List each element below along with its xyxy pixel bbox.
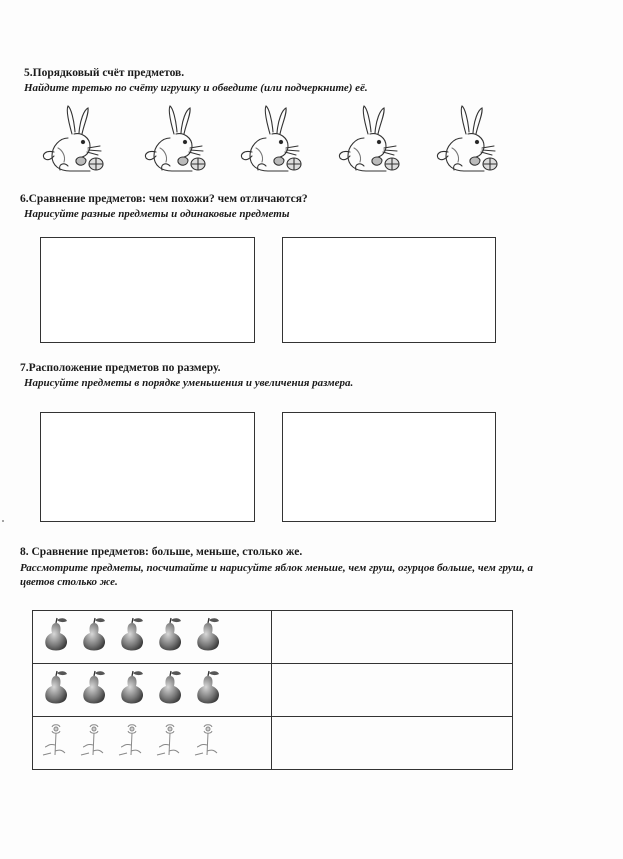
pear-icon xyxy=(115,670,149,711)
section8-instruction: Рассмотрите предметы, посчитайте и нарисуйте яблок меньше, чем груш, огурцов больше, чем груш, а цветов столько же. xyxy=(20,562,533,588)
flower-icon xyxy=(153,721,187,766)
pear-icon xyxy=(77,617,111,658)
drawing-box-different[interactable] xyxy=(40,237,255,343)
items-cell xyxy=(33,664,272,717)
rabbit-icon[interactable] xyxy=(236,104,320,181)
pear-icon xyxy=(77,670,111,711)
pear-icon xyxy=(39,670,73,711)
drawing-cell[interactable] xyxy=(272,611,513,664)
drawing-cell[interactable] xyxy=(272,664,513,717)
pear-icon xyxy=(153,617,187,658)
rabbit-icon[interactable] xyxy=(140,104,224,181)
rabbit-icon[interactable] xyxy=(38,104,122,181)
section8-title: 8. Сравнение предметов: больше, меньше, столько же. xyxy=(20,546,303,558)
pear-icon xyxy=(115,617,149,658)
rabbit-icon[interactable] xyxy=(334,104,418,181)
section5-instruction: Найдите третью по счёту игрушку и обведите (или подчеркните) её. xyxy=(24,82,368,94)
pear-icon xyxy=(39,617,73,658)
pear-icon xyxy=(191,617,225,658)
flower-icon xyxy=(39,721,73,766)
items-cell xyxy=(33,717,272,770)
drawing-box-decreasing[interactable] xyxy=(40,412,255,522)
pear-icon xyxy=(191,670,225,711)
section5-title: 5.Порядковый счёт предметов. xyxy=(24,67,185,79)
drawing-box-increasing[interactable] xyxy=(282,412,496,522)
section6-title: 6.Сравнение предметов: чем похожи? чем отличаются? xyxy=(20,193,308,205)
table-row xyxy=(33,664,513,717)
table-row xyxy=(33,611,513,664)
table-row xyxy=(33,717,513,770)
section7-title: 7.Расположение предметов по размеру. xyxy=(20,362,221,374)
items-cell xyxy=(33,611,272,664)
rabbit-icon[interactable] xyxy=(432,104,516,181)
flower-icon xyxy=(115,721,149,766)
drawing-box-same[interactable] xyxy=(282,237,496,343)
section7-instruction: Нарисуйте предметы в порядке уменьшения и увеличения размера. xyxy=(24,377,354,389)
section6-instruction: Нарисуйте разные предметы и одинаковые предметы xyxy=(24,208,290,220)
pear-icon xyxy=(153,670,187,711)
flower-icon xyxy=(77,721,111,766)
comparison-table xyxy=(32,610,513,770)
flower-icon xyxy=(191,721,225,766)
drawing-cell[interactable] xyxy=(272,717,513,770)
scan-artifact xyxy=(2,520,4,522)
